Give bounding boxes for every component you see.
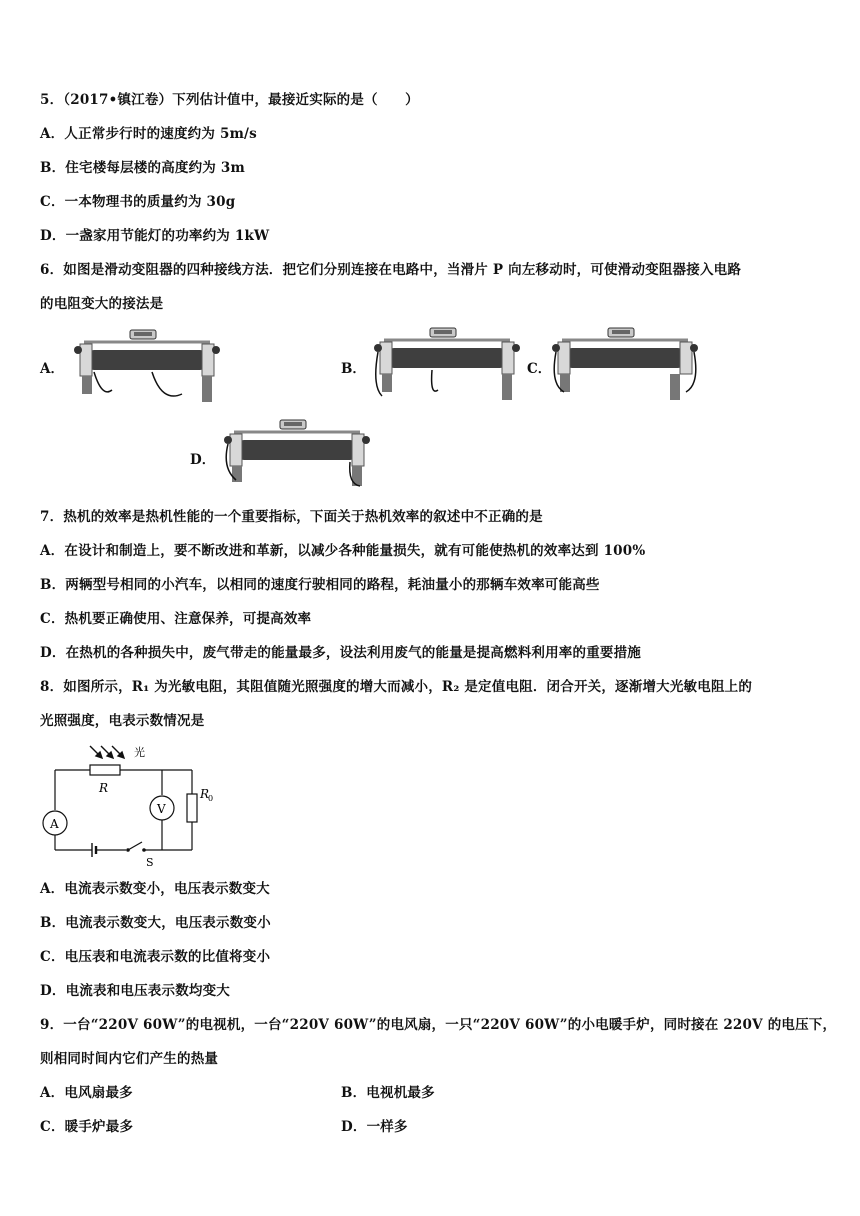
q6-label-b: B． (341, 361, 366, 377)
switch-label: S (146, 856, 154, 869)
voltmeter-label: V (157, 802, 166, 816)
q6-label-d: D． (190, 452, 216, 468)
rheostat-image-b (372, 326, 522, 408)
light-label: 光 (134, 746, 145, 759)
q5-option-c: C．一本物理书的质量约为 30g (40, 194, 236, 210)
q9-option-d: D．一样多 (341, 1119, 408, 1135)
ammeter-label: A (50, 817, 59, 831)
resistor-r0 (187, 794, 197, 822)
q8-option-d: D．电流表和电压表示数均变大 (40, 983, 231, 999)
q6-stem-line2: 的电阻变大的接法是 (40, 296, 164, 312)
q9-stem-line1: 9．一台“220V 60W”的电视机，一台“220V 60W”的电风扇，一只“220V 60W”的小电暖手炉，同时接在 220V 的电压下， (40, 1017, 837, 1033)
q8-option-c: C．电压表和电流表示数的比值将变小 (40, 949, 271, 965)
q7-option-d: D．在热机的各种损失中，废气带走的能量最多，设法利用废气的能量是提高燃料利用率的重要措施 (40, 645, 642, 661)
q8-stem-line1: 8．如图所示，R₁ 为光敏电阻，其阻值随光照强度的增大而减小，R₂ 是定值电阻．闭合开关，逐渐增大光敏电阻上的 (40, 679, 753, 695)
q7-option-c: C．热机要正确使用、注意保养，可提高效率 (40, 611, 312, 627)
photoresistor-r1 (90, 765, 120, 775)
q5-stem: 5．（2017•镇江卷）下列估计值中，最接近实际的是（ ） (40, 92, 419, 108)
q7-stem: 7．热机的效率是热机性能的一个重要指标，下面关于热机效率的叙述中不正确的是 (40, 509, 543, 525)
q9-stem-line2: 则相同时间内它们产生的热量 (40, 1051, 219, 1067)
r0-label: R (200, 787, 210, 801)
rheostat-image-d (222, 418, 372, 490)
q8-circuit-diagram (38, 740, 228, 870)
q6-stem-line1: 6．如图是滑动变阻器的四种接线方法．把它们分别连接在电路中，当滑片 P 向左移动时，可使滑动变阻器接入电路 (40, 262, 742, 278)
q6-label-c: C． (527, 361, 552, 377)
q9-option-b: B．电视机最多 (341, 1085, 435, 1101)
rheostat-image-a (72, 328, 222, 408)
q8-option-a: A．电流表示数变小，电压表示数变大 (40, 881, 270, 897)
q5-option-d: D．一盏家用节能灯的功率约为 1kW (40, 228, 270, 244)
q8-stem-line2: 光照强度，电表示数情况是 (40, 713, 205, 729)
q9-option-a: A．电风扇最多 (40, 1085, 133, 1101)
q5-option-b: B．住宅楼每层楼的高度约为 3m (40, 160, 245, 176)
q6-label-a: A． (40, 361, 64, 377)
switch (128, 842, 142, 850)
rheostat-image-c (550, 326, 700, 408)
q8-option-b: B．电流表示数变大，电压表示数变小 (40, 915, 271, 931)
q5-option-a: A．人正常步行时的速度约为 5m/s (40, 126, 257, 142)
r-label: R (99, 781, 109, 795)
q7-option-b: B．两辆型号相同的小汽车，以相同的速度行驶相同的路程，耗油量小的那辆车效率可能高些 (40, 577, 600, 593)
q9-option-c: C．暖手炉最多 (40, 1119, 134, 1135)
q7-option-a: A．在设计和制造上，要不断改进和革新，以减少各种能量损失，就有可能使热机的效率达到 100% (40, 543, 646, 559)
r0-subscript: 0 (208, 794, 214, 803)
